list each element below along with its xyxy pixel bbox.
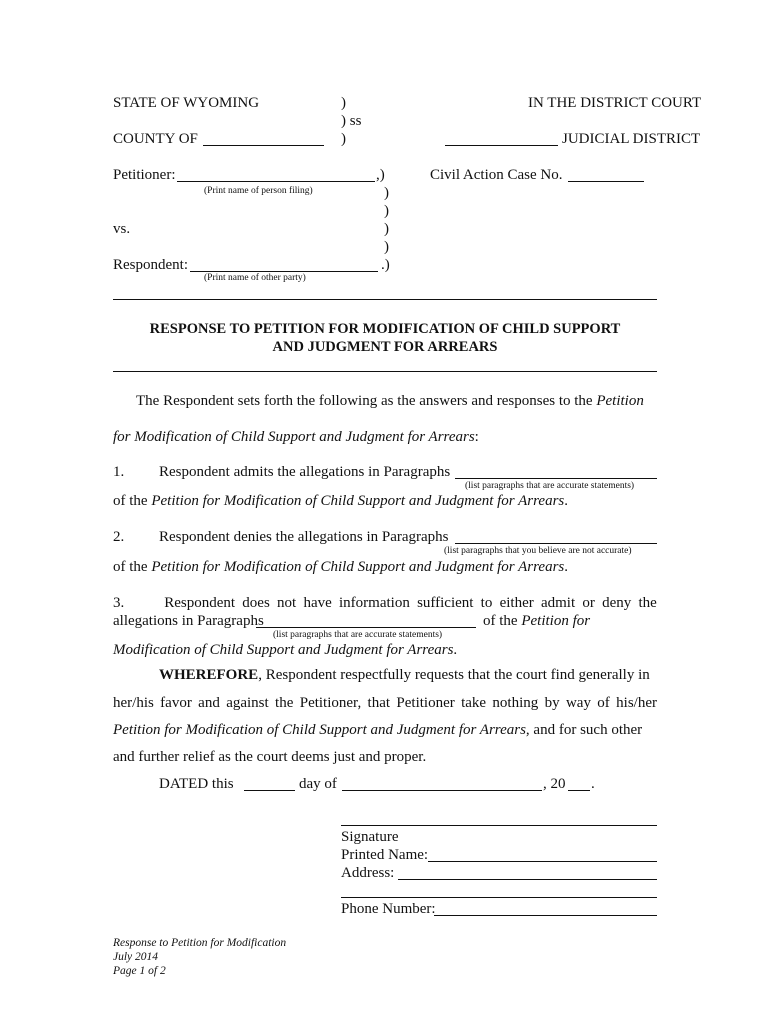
- wherefore-line3: Petition for Modification of Child Support and Judgment for Arrears, and for such other: [113, 722, 643, 738]
- year-field[interactable]: [568, 790, 590, 791]
- item1-hint: (list paragraphs that are accurate statements): [465, 481, 635, 491]
- ss-mark: ) ss: [341, 113, 362, 129]
- item2-hint: (list paragraphs that you believe are not accurate): [444, 546, 632, 556]
- petitioner-name-field[interactable]: [177, 181, 375, 182]
- item2-line2: of the Petition for Modification of Child Support and Judgment for Arrears.: [113, 559, 568, 575]
- address-label: Address:: [341, 865, 395, 881]
- admitted-paragraphs-field[interactable]: [455, 478, 657, 479]
- petitioner-hint: (Print name of person filing): [204, 186, 313, 196]
- caption-paren: ): [341, 95, 346, 111]
- caption-paren: ): [384, 185, 389, 201]
- divider: [113, 299, 657, 300]
- caption-paren: .): [381, 257, 390, 273]
- wherefore-line2: her/his favor and against the Petitioner, that Petitioner take nothing by way of his/her: [113, 695, 657, 711]
- wherefore-line1: WHEREFORE, Respondent respectfully requests that the court find generally in: [159, 667, 650, 683]
- case-number-field[interactable]: [568, 181, 644, 182]
- item3-line3: Modification of Child Support and Judgment for Arrears.: [113, 642, 458, 658]
- document-title-line2: AND JUDGMENT FOR ARREARS: [272, 339, 498, 355]
- caption-paren: ): [384, 221, 389, 237]
- printed-name-field[interactable]: [428, 861, 657, 862]
- respondent-label: Respondent:: [113, 257, 188, 273]
- printed-name-label: Printed Name:: [341, 847, 429, 863]
- respondent-hint: (Print name of other party): [204, 273, 306, 283]
- caption-paren: ,): [376, 167, 385, 183]
- year-prefix: , 20: [543, 776, 566, 792]
- item2-text: Respondent denies the allegations in Paragraphs: [159, 529, 449, 545]
- item-number: 2.: [113, 529, 125, 545]
- phone-field[interactable]: [434, 915, 657, 916]
- item3-line1: 3. Respondent does not have information sufficient to either admit or deny the: [113, 595, 657, 611]
- caption-paren: ): [384, 203, 389, 219]
- intro-text-line2: for Modification of Child Support and Judgment for Arrears:: [113, 429, 479, 445]
- denied-paragraphs-field[interactable]: [455, 543, 657, 544]
- dated-label: DATED this: [159, 776, 234, 792]
- intro-text: The Respondent sets forth the following as the answers and responses to the Petition: [136, 393, 644, 409]
- item-number: 3.: [113, 595, 125, 611]
- day-field[interactable]: [244, 790, 295, 791]
- judicial-district-label: JUDICIAL DISTRICT: [562, 131, 701, 147]
- address-field[interactable]: [398, 879, 657, 880]
- footer-form-name: Response to Petition for Modification: [113, 937, 287, 949]
- dated-end: .: [591, 776, 595, 792]
- day-of-label: day of: [299, 776, 337, 792]
- item3-hint: (list paragraphs that are accurate statements): [273, 630, 443, 640]
- vs-label: vs.: [113, 221, 131, 237]
- footer-date: July 2014: [113, 951, 159, 963]
- county-field[interactable]: [203, 145, 324, 146]
- item-number: 1.: [113, 464, 125, 480]
- signature-label: Signature: [341, 829, 399, 845]
- caption-paren: ): [341, 131, 346, 147]
- divider: [113, 371, 657, 372]
- county-label: COUNTY OF: [113, 131, 198, 147]
- item1-text: Respondent admits the allegations in Paragraphs: [159, 464, 451, 480]
- petitioner-label: Petitioner:: [113, 167, 176, 183]
- judicial-district-field[interactable]: [445, 145, 558, 146]
- item1-line2: of the Petition for Modification of Child Support and Judgment for Arrears.: [113, 493, 568, 509]
- month-field[interactable]: [342, 790, 542, 791]
- court-label: IN THE DISTRICT COURT: [528, 95, 702, 111]
- signature-line[interactable]: [341, 825, 657, 826]
- footer-page-number: Page 1 of 2: [113, 965, 166, 977]
- civil-action-label: Civil Action Case No.: [430, 167, 563, 183]
- phone-label: Phone Number:: [341, 901, 436, 917]
- state-label: STATE OF WYOMING: [113, 95, 260, 111]
- item3-line2-end: of the Petition for: [483, 613, 591, 629]
- address-field-line2[interactable]: [341, 897, 657, 898]
- item3-line2-start: allegations in Paragraphs: [113, 613, 264, 629]
- wherefore-line4: and further relief as the court deems just and proper.: [113, 749, 427, 765]
- unknown-paragraphs-field[interactable]: [256, 627, 476, 628]
- caption-paren: ): [384, 239, 389, 255]
- respondent-name-field[interactable]: [190, 271, 378, 272]
- document-title: RESPONSE TO PETITION FOR MODIFICATION OF CHILD SUPPORT: [149, 321, 621, 337]
